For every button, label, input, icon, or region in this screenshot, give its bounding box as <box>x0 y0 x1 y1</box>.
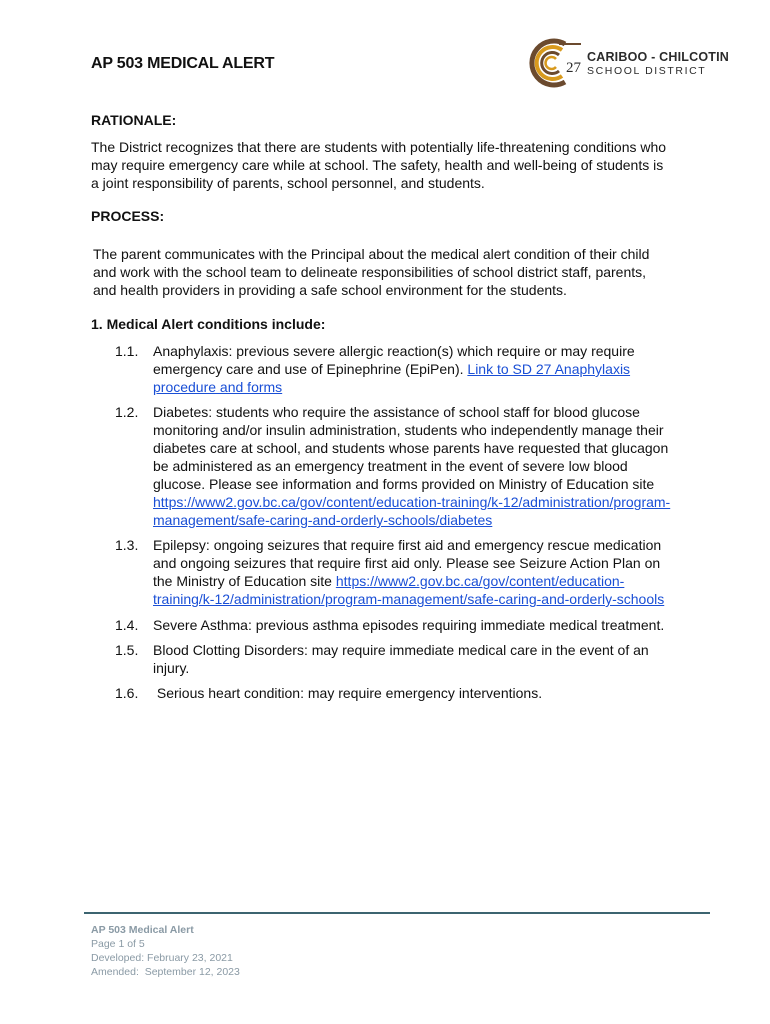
process-line: and health providers in providing a safe school environment for the students. <box>93 282 567 298</box>
item-line: monitoring and/or insulin administration, students who independently manage their <box>153 422 664 438</box>
footer-page-number: Page 1 of 5 <box>91 938 145 950</box>
seizure-plan-link-cont[interactable]: training/k-12/administration/program-management/safe-caring-and-orderly-schools <box>153 591 665 607</box>
district-logo-mark-icon <box>525 38 583 88</box>
anaphylaxis-procedure-link[interactable]: Link to SD 27 Anaphylaxis <box>467 361 631 377</box>
footer-developed-date: Developed: February 23, 2021 <box>91 952 233 964</box>
item-number: 1.4. <box>115 617 139 633</box>
diabetes-info-link[interactable]: https://www2.gov.bc.ca/gov/content/education-training/k-12/administration/program- <box>153 494 671 510</box>
item-number: 1.3. <box>115 537 139 553</box>
rationale-line: The District recognizes that there are students with potentially life-threatening conditions who <box>91 139 667 155</box>
item-number: 1.2. <box>115 404 139 420</box>
logo-name-line1: CARIBOO - CHILCOTIN <box>587 50 729 64</box>
process-line: and work with the school team to delineate responsibilities of school district staff, parents, <box>93 264 647 280</box>
item-line: injury. <box>153 660 190 676</box>
process-paragraph <box>93 245 649 299</box>
item-number: 1.5. <box>115 642 139 658</box>
conditions-heading: 1. Medical Alert conditions include: <box>91 316 326 332</box>
page-footer <box>91 923 240 979</box>
item-number: 1.1. <box>115 343 139 359</box>
footer-divider <box>84 912 710 914</box>
item-line: the Ministry of Education site <box>153 573 336 589</box>
footer-title: AP 503 Medical Alert <box>91 924 194 936</box>
rationale-line: may require emergency care while at school. The safety, health and well-being of students is <box>91 157 664 173</box>
item-line: Epilepsy: ongoing seizures that require first aid and emergency rescue medication <box>153 537 662 553</box>
rationale-line: a joint responsibility of parents, school personnel, and students. <box>91 175 485 191</box>
logo-name-line2: SCHOOL DISTRICT <box>587 65 707 77</box>
seizure-plan-link[interactable]: https://www2.gov.bc.ca/gov/content/education- <box>335 573 625 589</box>
item-line: emergency care and use of Epinephrine (EpiPen). <box>153 361 468 377</box>
item-line: Serious heart condition: may require emergency interventions. <box>153 685 543 701</box>
page-title: AP 503 MEDICAL ALERT <box>91 55 275 72</box>
process-heading: PROCESS: <box>91 208 165 224</box>
rationale-paragraph <box>91 138 666 192</box>
footer-amended-date: Amended: September 12, 2023 <box>91 966 240 978</box>
item-line: diabetes care at school, and students whose parents have requested that glucagon <box>153 440 669 456</box>
item-line: Blood Clotting Disorders: may require immediate medical care in the event of an <box>153 642 649 658</box>
district-logo <box>525 38 729 90</box>
anaphylaxis-procedure-link-cont[interactable]: procedure and forms <box>153 379 283 395</box>
item-line: glucose. Please see information and forms provided on Ministry of Education site <box>153 476 655 492</box>
item-line: Severe Asthma: previous asthma episodes requiring immediate medical treatment. <box>153 617 665 633</box>
item-line: Diabetes: students who require the assistance of school staff for blood glucose <box>153 404 640 420</box>
item-line: and ongoing seizures that require first aid only. Please see Seizure Action Plan on <box>153 555 661 571</box>
process-line: The parent communicates with the Principal about the medical alert condition of their child <box>93 246 650 262</box>
item-line: Anaphylaxis: previous severe allergic reaction(s) which require or may require <box>153 343 635 359</box>
rationale-heading: RATIONALE: <box>91 112 177 128</box>
logo-number: 27 <box>566 60 581 76</box>
item-number: 1.6. <box>115 685 139 701</box>
diabetes-info-link-cont[interactable]: management/safe-caring-and-orderly-schools/diabetes <box>153 512 493 528</box>
item-line: be administered as an emergency treatment in the event of severe low blood <box>153 458 628 474</box>
